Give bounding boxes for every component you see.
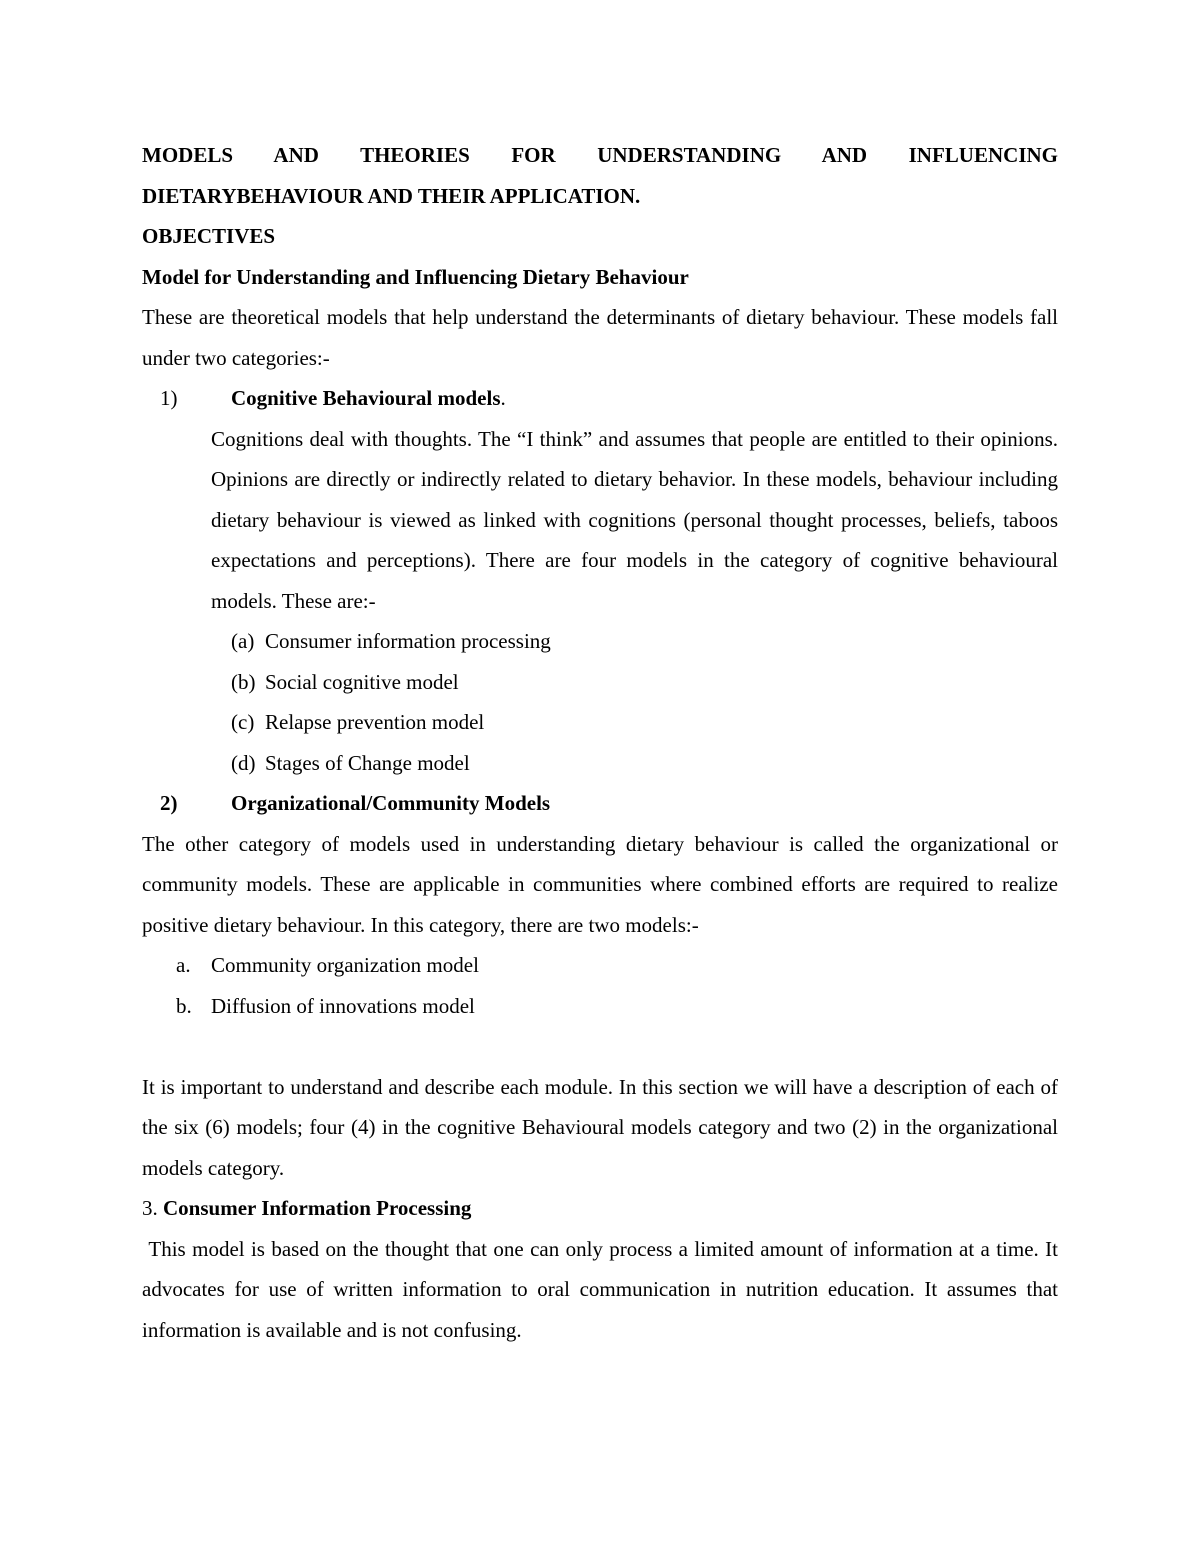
list-item <box>176 945 1058 986</box>
category-1-paragraph: Cognitions deal with thoughts. The “I think” and assumes that people are entitled to their opinions. Opinions are directly or indirectly related to dietary behavior. In these models, behaviour including dietary behaviour is viewed as linked with cognitions (personal thought processes, beliefs, taboos expectations and perceptions). There are four models in the category of cognitive behavioural models. These are:- <box>211 426 1058 613</box>
category-2-label: Organizational/Community Models <box>231 791 551 815</box>
list-marker: (a) <box>231 629 255 653</box>
section-3-number: 3. <box>142 1196 158 1220</box>
list-marker: a. <box>176 953 191 977</box>
section-3-paragraph-text: This model is based on the thought that one can only process a limited amount of information at a time. It advocates for use of written information to oral communication in nutrition education. It assumes that information is available and is not confusing. <box>142 1236 1059 1342</box>
list-item <box>231 702 1058 743</box>
list-text: Community organization model <box>211 953 479 977</box>
summary-paragraph: It is important to understand and describe each module. In this section we will have a description of each of the six (6) models; four (4) in the cognitive Behavioural models category and two (2) in the organizational models category. <box>142 1074 1058 1180</box>
list-marker: b. <box>176 993 192 1018</box>
list-marker: (c) <box>231 710 255 734</box>
objectives-heading: OBJECTIVES <box>142 224 276 248</box>
list-item <box>231 621 1058 662</box>
document-title <box>142 135 1058 216</box>
category-2-number: 2) <box>160 791 178 815</box>
list-item <box>231 743 1058 784</box>
title-line-2: DIETARYBEHAVIOUR AND THEIR APPLICATION. <box>142 183 641 208</box>
category-2-paragraph: The other category of models used in understanding dietary behaviour is called the organizational or community models. These are applicable in communities where combined efforts are required to realize positive dietary behaviour. In this category, there are two models:- <box>142 831 1058 937</box>
section-3-label: Consumer Information Processing <box>163 1196 472 1220</box>
category-2-heading <box>142 783 1058 824</box>
category-1-label: Cognitive Behavioural models <box>231 386 501 410</box>
category-1-number: 1) <box>160 386 178 410</box>
section-3-heading <box>142 1188 1058 1229</box>
list-item <box>176 986 1058 1027</box>
list-text: Relapse prevention model <box>265 710 485 734</box>
category-1-list <box>231 621 1058 783</box>
list-marker: (b) <box>231 669 256 694</box>
category-1-label-suffix: . <box>500 386 506 410</box>
category-1-heading <box>142 378 1058 419</box>
list-text: Consumer information processing <box>265 629 551 653</box>
list-text: Social cognitive model <box>265 669 459 694</box>
list-text: Diffusion of innovations model <box>211 993 475 1018</box>
list-text: Stages of Change model <box>265 750 470 775</box>
section-3-paragraph <box>142 1229 1058 1351</box>
intro-paragraph: These are theoretical models that help understand the determinants of dietary behaviour. These models fall under two categories:- <box>142 305 1058 370</box>
list-marker: (d) <box>231 750 256 775</box>
section-heading: Model for Understanding and Influencing Dietary Behaviour <box>142 264 689 289</box>
document-page <box>142 135 1058 1350</box>
category-2-list <box>176 945 1058 1026</box>
title-line-1: MODELS AND THEORIES FOR UNDERSTANDING AND INFLUENCING <box>142 143 1058 167</box>
blank-line <box>142 1026 1058 1067</box>
list-item <box>231 662 1058 703</box>
